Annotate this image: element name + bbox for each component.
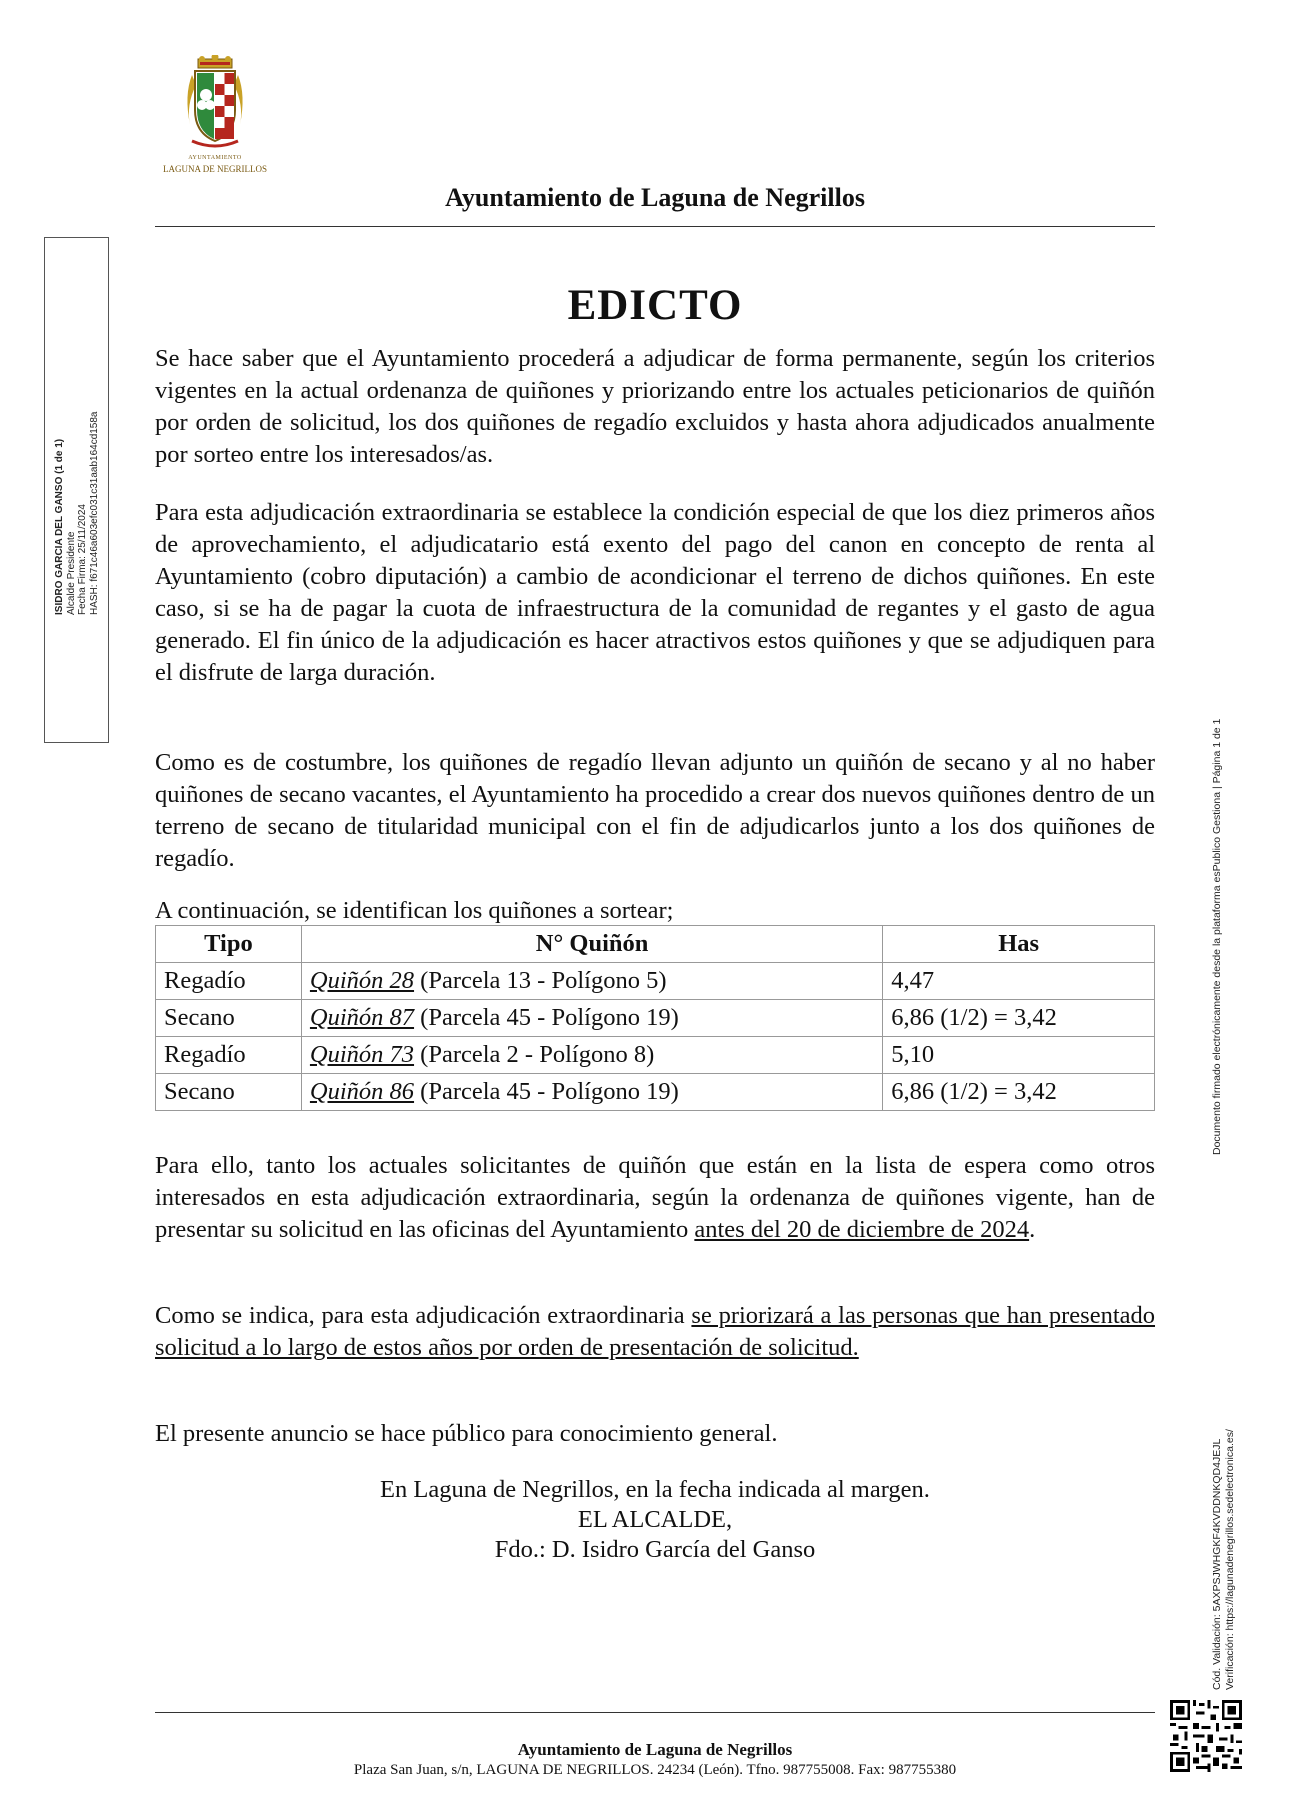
crest-caption-bottom: LAGUNA DE NEGRILLOS — [163, 164, 267, 174]
paragraph-6 — [155, 1300, 1155, 1364]
quinon-link[interactable]: Quiñón 28 — [309, 967, 415, 994]
cell-tipo: Regadío — [156, 1037, 302, 1074]
cell-quinon — [301, 1037, 882, 1074]
signature-hash: HASH: f671c46a603efc031c31aab164cd158a — [88, 411, 100, 615]
header-title: Ayuntamiento de Laguna de Negrillos — [445, 183, 865, 212]
deadline-text: antes del 20 de diciembre de 2024 — [694, 1216, 1030, 1243]
qr-code-icon — [1170, 1700, 1242, 1772]
crest-caption-top: AYUNTAMIENTO — [188, 155, 242, 161]
paragraph-1: Se hace saber que el Ayuntamiento procederá a adjudicar de forma permanente, según los criterios vigentes en la actual ordenanza de quiñones y priorizando entre los actuales peticionarios de quiñón por orden de solicitud, los dos quiñones de regadío excluidos y hasta ahora adjudicados anualmente por sorteo entre los interesados/as. — [155, 345, 1155, 468]
quinon-link[interactable]: Quiñón 86 — [309, 1078, 415, 1105]
cell-has: 4,47 — [883, 963, 1155, 1000]
cell-quinon — [301, 1000, 882, 1037]
header-tipo: Tipo — [156, 926, 302, 963]
cell-has: 6,86 (1/2) = 3,42 — [883, 1074, 1155, 1111]
cell-parcela: (Parcela 13 - Polígono 5) — [420, 967, 667, 994]
paragraph-5-end: . — [1029, 1216, 1036, 1243]
table-row — [156, 1037, 1155, 1074]
paragraph-5-text: Para ello, tanto los actuales solicitantes de quiñón que están en la lista de espera como otros interesados en esta adjudicación extraordinaria, según la ordenanza de quiñones vigente, han de presentar su solicitud en las oficinas del Ayuntamiento — [155, 1152, 1155, 1243]
signature-name: Fdo.: D. Isidro García del Ganso — [494, 1536, 816, 1563]
paragraph-3: Como es de costumbre, los quiñones de regadío llevan adjunto un quiñón de secano y al no haber quiñones de secano vacantes, el Ayuntamiento ha procedido a crear dos nuevos quiñones dentro de un terreno de secano de titularidad municipal con el fin de adjudicarlos junto a los dos quiñones de regadío. — [155, 749, 1155, 872]
signature-date: Fecha Firma: 25/11/2024 — [77, 504, 88, 615]
cell-tipo: Regadío — [156, 963, 302, 1000]
cell-parcela: (Parcela 45 - Polígono 19) — [420, 1004, 679, 1031]
validation-code: Cód. Validación: 5AXPSJWHGKF4KVDDNKQD4JEJL — [1211, 1438, 1223, 1690]
cell-tipo: Secano — [156, 1000, 302, 1037]
header-rule — [155, 226, 1155, 227]
quinon-link[interactable]: Quiñón 73 — [309, 1041, 415, 1068]
signature-role: EL ALCALDE, — [577, 1506, 733, 1533]
verification-url[interactable]: Verificación: https://lagunadenegrillos.sedelectronica.es/ — [1224, 1429, 1236, 1690]
header-quinon: N° Quiñón — [301, 926, 882, 963]
table-row — [156, 963, 1155, 1000]
paragraph-5 — [155, 1150, 1155, 1246]
paragraph-7: El presente anuncio se hace público para conocimiento general. — [155, 1420, 778, 1447]
coat-of-arms-icon — [182, 55, 248, 152]
validation-text — [1211, 1429, 1237, 1690]
cell-tipo: Secano — [156, 1074, 302, 1111]
header-has: Has — [883, 926, 1155, 963]
cell-has: 6,86 (1/2) = 3,42 — [883, 1000, 1155, 1037]
signer-role: Alcalde Presidente — [65, 531, 77, 615]
document-title: EDICTO — [567, 282, 743, 329]
quinones-table — [155, 925, 1155, 1111]
signature-platform-note: Documento firmado electrónicamente desde la plataforma esPublico Gestiona | Página 1 de 1 — [1211, 718, 1223, 1155]
cell-parcela: (Parcela 2 - Polígono 8) — [420, 1041, 655, 1068]
footer-rule — [155, 1712, 1155, 1713]
paragraph-4: A continuación, se identifican los quiñones a sortear; — [155, 897, 674, 924]
table-row — [156, 1000, 1155, 1037]
signature-place-date: En Laguna de Negrillos, en la fecha indicada al margen. — [380, 1476, 930, 1503]
cell-quinon — [301, 963, 882, 1000]
cell-parcela: (Parcela 45 - Polígono 19) — [420, 1078, 679, 1105]
footer-address: Plaza San Juan, s/n, LAGUNA DE NEGRILLOS. 24234 (León). Tfno. 987755008. Fax: 987755380 — [353, 1762, 957, 1778]
cell-has: 5,10 — [883, 1037, 1155, 1074]
paragraph-2: Para esta adjudicación extraordinaria se establece la condición especial de que los diez primeros años de aprovechamiento, el adjudicatario está exento del pago del canon en concepto de renta al Ayuntamiento (cobro diputación) a cambio de acondicionar el terreno de dichos quiñones. En este caso, si se ha de pagar la cuota de infraestructura de la comunidad de regantes y el gasto de agua generado. El fin único de la adjudicación es hacer atractivos estos quiñones y que se adjudiquen para el disfrute de larga duración. — [155, 499, 1155, 686]
priority-text: se priorizará a las personas que han presentado solicitud a lo largo de estos años por orden de presentación de solicitud. — [155, 1302, 1156, 1361]
table-row — [156, 1074, 1155, 1111]
quinon-link[interactable]: Quiñón 87 — [309, 1004, 415, 1031]
signer-name: ISIDRO GARCIA DEL GANSO (1 de 1) — [54, 438, 65, 615]
signature-text — [54, 412, 100, 616]
footer-organization: Ayuntamiento de Laguna de Negrillos — [517, 1740, 793, 1759]
municipal-crest-logo — [152, 55, 278, 180]
table-header-row — [156, 926, 1155, 963]
cell-quinon — [301, 1074, 882, 1111]
paragraph-6-text: Como se indica, para esta adjudicación extraordinaria — [155, 1302, 692, 1329]
